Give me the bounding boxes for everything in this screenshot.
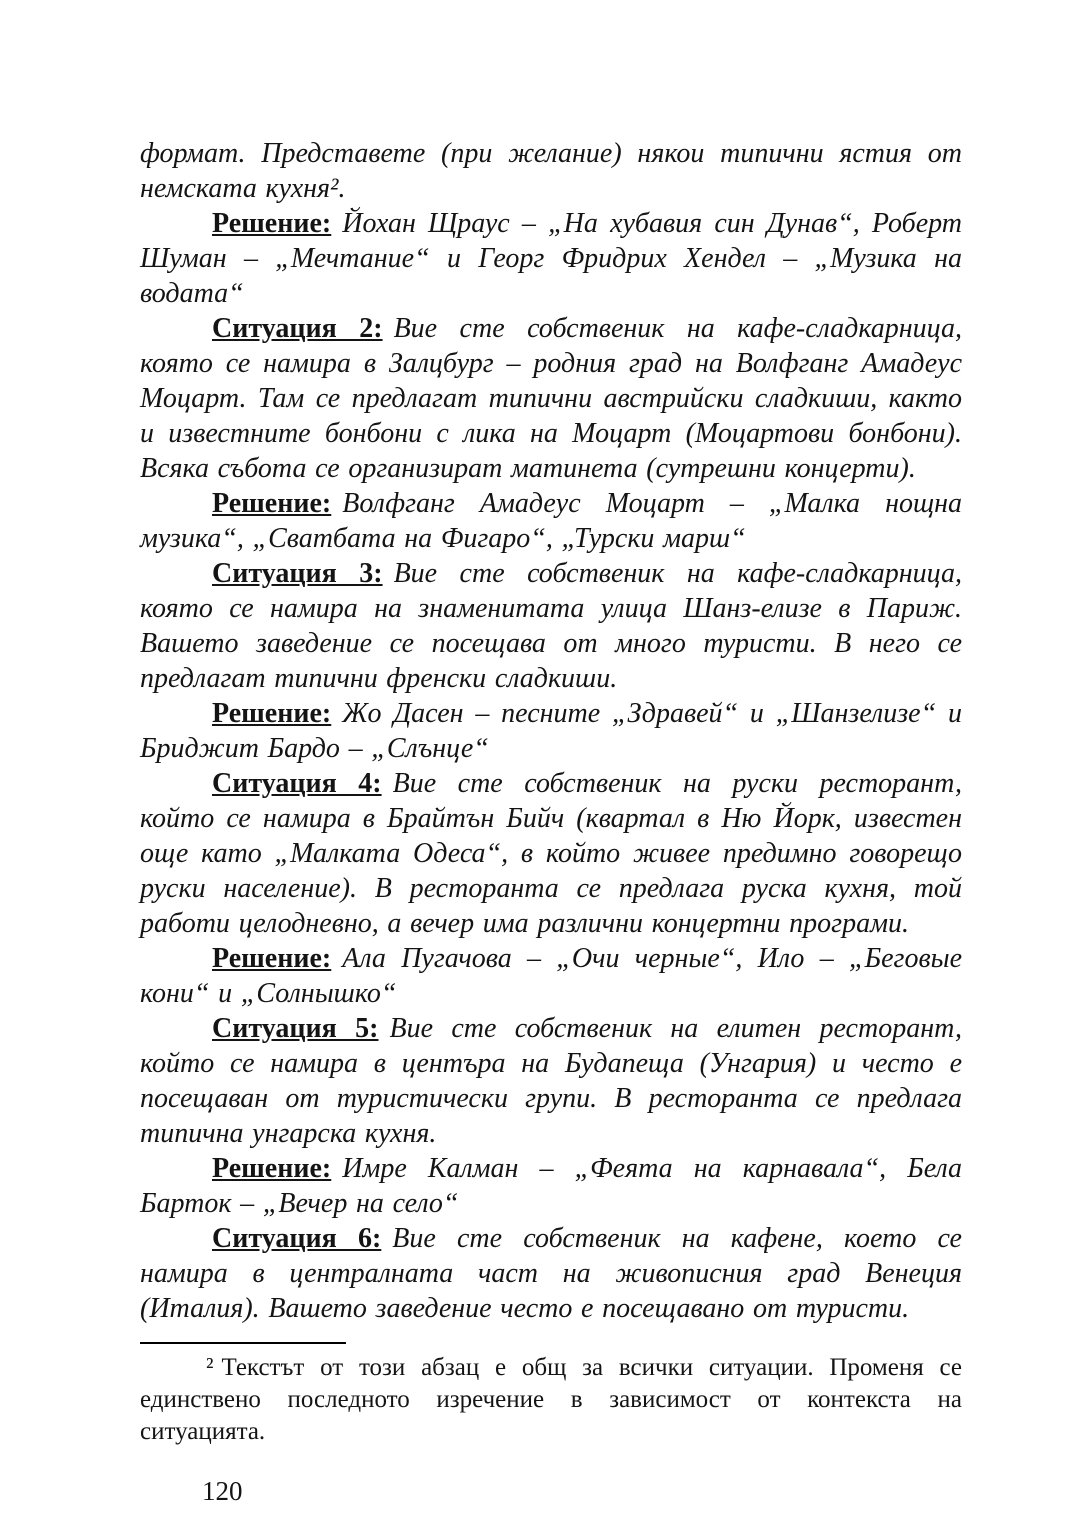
paragraph (140, 311, 962, 486)
footnote (140, 1352, 962, 1448)
paragraph-text: Имре Калман – „Феята на карнавала“, Бела Барток – „Вечер на село“ (140, 1153, 962, 1219)
paragraph (140, 136, 962, 206)
paragraph-text: Вие сте собственик на кафе-сладкарница, която се намира в Залцбург – родния град на Волфганг Амадеус Моцарт. Там се предлагат типични австрийски сладкиши, както и известните бонбони с лика на Моцарт (Моцартови бонбони). Всяка събота се организират матинета (сутрешни концерти). (140, 313, 962, 484)
paragraph-text: Йохан Щраус – „На хубавия син Дунав“, Роберт Шуман – „Мечтание“ и Георг Фридрих Хендел – „Музика на водата“ (140, 208, 962, 309)
paragraph-text: Вие сте собственик на кафене, което се намира в централната част на живописния град Венеция (Италия). Вашето заведение често е посещавано от туристи. (140, 1223, 962, 1324)
situation-label: Ситуация 6: (212, 1223, 382, 1254)
paragraph-text: Ала Пугачова – „Очи черные“, Ило – „Беговые кони“ и „Солнышко“ (140, 943, 962, 1009)
footnote-block (140, 1342, 962, 1448)
paragraph-text: Жо Дасен – песните „Здравей“ и „Шанзелизе“ и Бриджит Бардо – „Слънце“ (140, 698, 962, 764)
paragraph-text: Вие сте собственик на елитен ресторант, който се намира в центъра на Будапеща (Унгария) и често е посещаван от туристически групи. В ресторанта се предлага типична унгарска кухня. (140, 1013, 963, 1149)
solution-label: Решение: (212, 208, 332, 239)
paragraph (140, 1221, 962, 1326)
footnote-separator (140, 1342, 346, 1344)
solution-label: Решение: (212, 943, 332, 974)
paragraph-text: Вие сте собственик на кафе-сладкарница, която се намира на знаменитата улица Шанз-елизе в Париж. Вашето заведение се посещава от много туристи. В него се предлагат типични френски сладкиши. (140, 558, 962, 694)
situation-label: Ситуация 5: (212, 1013, 379, 1044)
situation-label: Ситуация 4: (212, 768, 382, 799)
paragraph (140, 941, 962, 1011)
paragraph-text: формат. Представете (при желание) някои типични ястия от немската кухня². (140, 138, 962, 204)
paragraph (140, 206, 962, 311)
situation-label: Ситуация 2: (212, 313, 383, 344)
paragraph-text: Вие сте собственик на руски ресторант, който се намира в Брайтън Бийч (квартал в Ню Йорк, известен още като „Малката Одеса“, в който живее предимно говорещо руски население). В ресторанта се предлага руска кухня, той работи целодневно, а вечер има различни концертни програми. (140, 768, 962, 939)
solution-label: Решение: (212, 1153, 332, 1184)
solution-label: Решение: (212, 488, 332, 519)
footnote-marker: ² (206, 1354, 214, 1381)
footnote-text: Текстът от този абзац е общ за всички ситуации. Променя се единствено последното изречение в зависимост от контекста на ситуацията. (140, 1354, 962, 1445)
paragraph (140, 1011, 962, 1151)
paragraph (140, 556, 962, 696)
paragraph (140, 766, 962, 941)
page-number: 120 (202, 1476, 243, 1506)
solution-label: Решение: (212, 698, 332, 729)
situation-label: Ситуация 3: (212, 558, 383, 589)
paragraph (140, 486, 962, 556)
paragraph (140, 696, 962, 766)
paragraph-text: Волфганг Амадеус Моцарт – „Малка нощна музика“, „Сватбата на Фигаро“, „Турски марш“ (140, 488, 962, 554)
paragraph (140, 1151, 962, 1221)
